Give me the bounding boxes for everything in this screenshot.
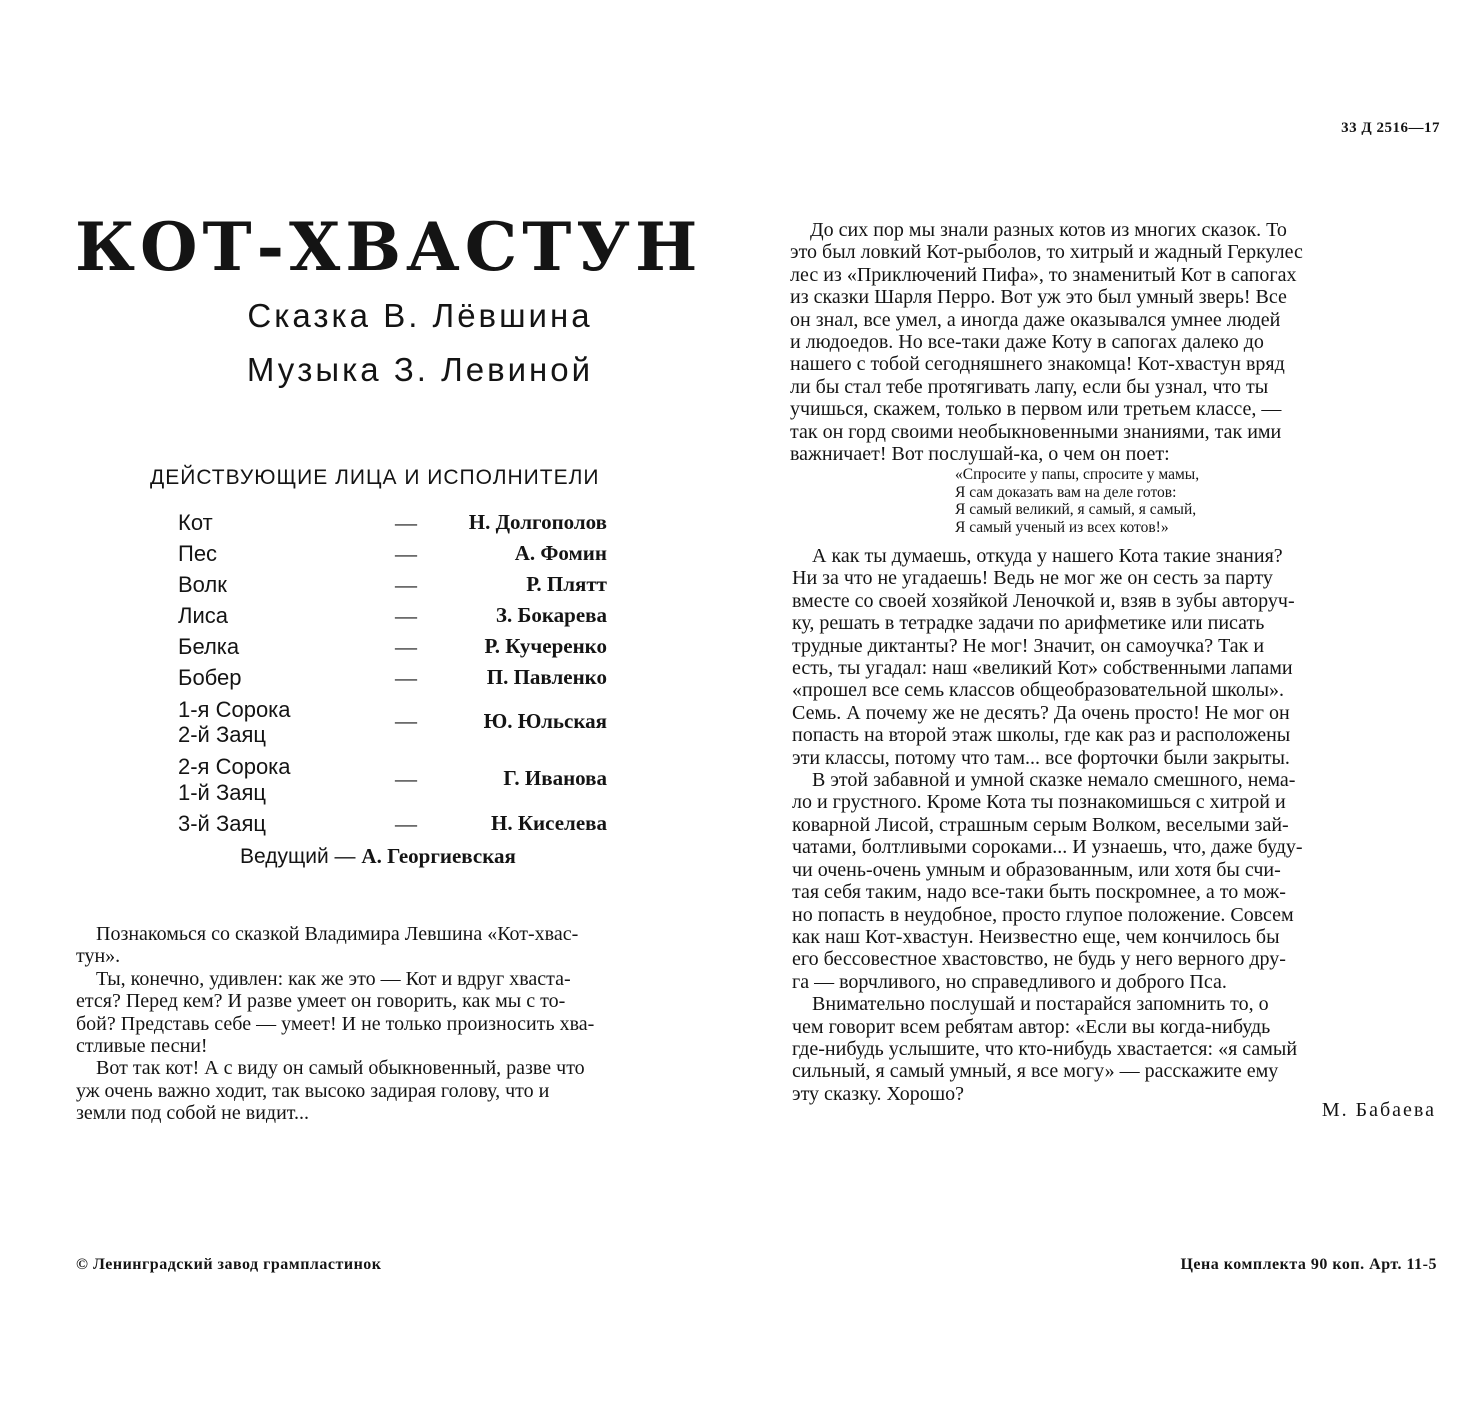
text-line: есть, ты угадал: наш «великий Кот» собственными лапами: [792, 657, 1293, 680]
text-line: и людоедов. Но все-таки даже Коту в сапогах далеко до: [790, 331, 1264, 354]
text-line: нашего с тобой сегодняшнего знакомца! Кот-хвастун вряд: [790, 353, 1285, 376]
cast-actor: Р. Кучеренко: [484, 634, 607, 658]
cast-actor: Н. Киселева: [490, 811, 607, 835]
text-line: Ты, конечно, удивлен: как же это — Кот и вдруг хваста-: [76, 967, 571, 990]
text-line: Внимательно послушай и постарайся запомнить то, о: [792, 993, 1269, 1016]
text-line: но попасть в неудобное, просто глупое положение. Совсем: [792, 903, 1294, 926]
text-line: эти классы, потому что там... все форточки были закрыты.: [792, 746, 1290, 769]
page-title: КОТ-ХВАСТУН: [75, 208, 703, 286]
song-verse: [955, 466, 1355, 536]
cast-role: 2-й Заяц: [178, 722, 266, 747]
text-line: ку, решать в тетрадке задачи по арифметике или писать: [792, 612, 1265, 635]
cast-role: 1-й Заяц: [178, 780, 266, 805]
text-line: «Спросите у папы, спросите у мамы,: [955, 466, 1200, 483]
text-line: он знал, все умел, а иногда даже оказывался умнее людей: [790, 308, 1281, 331]
text-line: Семь. А почему же не десять? Да очень просто! Не мог он: [792, 701, 1290, 724]
text-line: ло и грустного. Кроме Кота ты познакомишься с хитрой и: [792, 791, 1286, 814]
text-line: Ни за что не угадаешь! Ведь не мог же он сесть за парту: [792, 567, 1273, 590]
intro-text: [76, 923, 718, 1125]
text-line: В этой забавной и умной сказке немало смешного, нема-: [792, 769, 1296, 792]
text-line: коварной Лисой, страшным серым Волком, веселыми зай-: [792, 813, 1289, 836]
cast-role: 3-й Заяц: [178, 811, 266, 836]
text-line: бой? Представь себе — умеет! И не только произносить хва-: [76, 1012, 595, 1035]
cast-actor: П. Павленко: [486, 665, 607, 689]
cast-role: Белка: [178, 634, 240, 659]
footer-price: Цена комплекта 90 коп. Арт. 11-5: [1180, 1256, 1437, 1273]
cast-role: 1-я Сорока: [178, 697, 291, 722]
text-line: Вот так кот! А с виду он самый обыкновенный, разве что: [76, 1057, 585, 1080]
text-line: это был ловкий Кот-рыболов, то хитрый и жадный Геркулес: [790, 241, 1303, 264]
cast-dash: —: [395, 541, 417, 566]
text-line: стливые песни!: [76, 1035, 208, 1058]
cast-role: Лиса: [178, 603, 228, 628]
text-line: А как ты думаешь, откуда у нашего Кота такие знания?: [792, 545, 1283, 567]
cast-dash: —: [395, 510, 417, 535]
text-line: попасть на второй этаж школы, где как раз и расположены: [792, 724, 1291, 747]
text-line: из сказки Шарля Перро. Вот уж это был умный зверь! Все: [790, 286, 1287, 309]
text-line: трудные диктанты? Не мог! Значит, он самоучка? Так и: [792, 634, 1265, 657]
cast-heading: ДЕЙСТВУЮЩИЕ ЛИЦА И ИСПОЛНИТЕЛИ: [150, 466, 600, 489]
host-label: Ведущий —: [240, 845, 356, 868]
text-line: ли бы стал тебе протягивать лапу, если бы узнал, что ты: [790, 375, 1269, 398]
text-line: Я сам доказать вам на деле готов:: [955, 483, 1177, 501]
subtitle-author: Сказка В. Лёвшина: [247, 297, 593, 334]
text-line: Я самый великий, я самый, я самый,: [955, 501, 1197, 519]
text-line: учишься, скажем, только в первом или третьем классе, —: [790, 398, 1282, 421]
cast-dash: —: [395, 634, 417, 659]
host-name: А. Георгиевская: [361, 844, 516, 868]
signature: М. Бабаева: [1321, 1099, 1436, 1121]
catalog-number: 33 Д 2516—17: [1341, 120, 1440, 136]
text-line: ется? Перед кем? И разве умеет он говорить, как мы с то-: [76, 990, 566, 1013]
text-line: лес из «Приключений Пифа», то знаменитый Кот в сапогах: [790, 263, 1297, 286]
text-line: тая себя таким, надо все-таки быть поскромнее, а то мож-: [792, 881, 1286, 904]
cast-dash: —: [395, 811, 417, 836]
cast-actor: Н. Долгополов: [468, 510, 607, 534]
text-line: Я самый ученый из всех котов!»: [955, 518, 1169, 536]
cast-role: Волк: [178, 572, 227, 597]
text-line: «прошел все семь классов общеобразовательной школы».: [792, 679, 1285, 702]
footer-publisher: © Ленинградский завод грампластинок: [76, 1256, 382, 1273]
cast-role: Бобер: [178, 665, 242, 690]
text-line: уж очень важно ходит, так высоко задирая голову, что и: [76, 1079, 550, 1102]
text-line: До сих пор мы знали разных котов из многих сказок. То: [790, 219, 1287, 241]
cast-actor: Ю. Юльская: [483, 709, 607, 733]
text-line: Познакомься со сказкой Владимира Левшина «Кот-хвас-: [76, 923, 579, 945]
text-line: эту сказку. Хорошо?: [792, 1082, 965, 1105]
text-line: важничает! Вот послушай-ка, о чем он поет:: [790, 443, 1170, 466]
cast-actor: Р. Плятт: [526, 572, 607, 596]
text-line: чем говорит всем ребятам автор: «Если вы когда-нибудь: [792, 1015, 1271, 1038]
cast-actor: Г. Иванова: [503, 766, 607, 790]
text-line: как наш Кот-хвастун. Неизвестно еще, чем кончилось бы: [792, 925, 1280, 948]
text-line: чи очень-очень умным и образованным, или хотя бы счи-: [792, 858, 1281, 881]
text-line: его бессовестное хвастовство, не будь у него верного дру-: [792, 948, 1286, 971]
text-line: сильный, я самый умный, я все могу» — расскажите ему: [792, 1060, 1279, 1083]
cast-actor: А. Фомин: [514, 541, 607, 565]
text-line: га — ворчливого, но справедливого и доброго Пса.: [792, 970, 1227, 993]
cast-dash: —: [395, 766, 417, 791]
cast-role: 2-я Сорока: [178, 754, 291, 779]
cast-dash: —: [395, 603, 417, 628]
cast-dash: —: [395, 572, 417, 597]
text-line: так он горд своими необыкновенными знаниями, так ими: [790, 420, 1282, 443]
host-line: [240, 843, 516, 870]
annotation-text-top: [790, 219, 1435, 465]
text-line: вместе со своей хозяйкой Леночкой и, взяв в зубы авторуч-: [792, 589, 1295, 612]
cast-actor: З. Бокарева: [495, 603, 607, 627]
text-line: где-нибудь услышите, что кто-нибудь хвастается: «я самый: [792, 1037, 1298, 1060]
text-line: чатами, болтливыми сороками... И узнаешь, что, даже буду-: [792, 836, 1303, 859]
cast-dash: —: [395, 665, 417, 690]
cast-dash: —: [395, 708, 417, 733]
text-line: земли под собой не видит...: [76, 1102, 310, 1125]
cast-role: Кот: [178, 510, 213, 535]
annotation-text-main: [792, 545, 1436, 1105]
cast-role: Пес: [178, 541, 218, 566]
subtitle-music: Музыка З. Левиной: [246, 351, 594, 388]
text-line: тун».: [76, 945, 121, 968]
